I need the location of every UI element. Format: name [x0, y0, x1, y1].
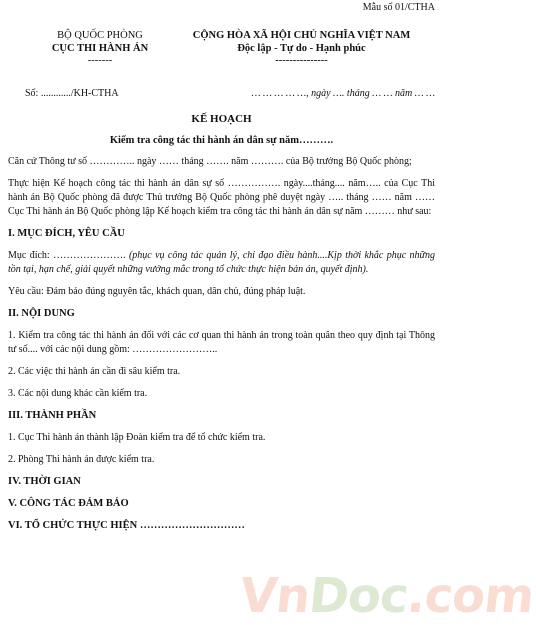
- agency-rule: -------: [87, 55, 113, 66]
- requirement-paragraph: Yêu cầu: Đảm bảo đúng nguyên tắc, khách quan, dân chủ, đúng pháp luật.: [8, 286, 306, 297]
- agency-name: CỤC THI HÀNH ÁN: [51, 42, 149, 54]
- members-item-1: 1. Cục Thi hành án thành lập Đoàn kiểm tra để tổ chức kiểm tra.: [8, 432, 266, 443]
- document-number: Số: ............/KH-CTHA: [25, 88, 119, 99]
- section-heading-organization: VI. TỔ CHỨC THỰC HIỆN …………………………: [8, 520, 245, 531]
- purpose-prefix: Mục đích: ………………….: [8, 250, 129, 261]
- content-item-2: 2. Các việc thi hành án cần đi sâu kiểm tra.: [8, 366, 181, 377]
- ministry-name: BỘ QUỐC PHÒNG: [57, 30, 143, 41]
- national-heading-block: [160, 30, 443, 68]
- motto-rule: ---------------: [275, 55, 328, 66]
- form-number: Mẫu số 01/CTHA: [362, 2, 435, 13]
- purpose-paragraph: [8, 249, 435, 277]
- members-item-2: 2. Phòng Thi hành án được kiểm tra.: [8, 454, 155, 465]
- section-heading-content: II. NỘI DUNG: [8, 308, 75, 319]
- section-heading-members: III. THÀNH PHẦN: [8, 410, 97, 421]
- motto: Độc lập - Tự do - Hạnh phúc: [237, 42, 366, 54]
- document-body: [8, 155, 435, 541]
- implementation-paragraph: Thực hiện Kế hoạch công tác thi hành án dân sự số ……………. ngày....tháng.... năm….. của Cục Thi hành án Bộ Quốc phòng đã được Thủ trưởng Bộ Quốc phòng phê duyệt ngày ….. tháng …… năm …… Cục Thi hành án Bộ Quốc phòng lập Kế hoạch kiểm tra công tác thi hành án dân sự năm ……… như sau:: [8, 178, 435, 217]
- watermark-part-3: .com: [404, 568, 536, 624]
- content-item-3: 3. Các nội dung khác cần kiểm tra.: [8, 388, 148, 399]
- document-title: KẾ HOẠCH: [191, 113, 252, 125]
- section-heading-time: IV. THỜI GIAN: [8, 476, 81, 487]
- content-item-1: 1. Kiểm tra công tác thi hành án đối với các cơ quan thi hành án trong toàn quân theo quy định tại Thông tư số.... với các nội dung gồm: ……………………..: [8, 330, 435, 355]
- purpose-text: (phục vụ công tác quản lý, chỉ đạo điều hành....Kịp thời khắc phục những tồn tại, hạn chế, giải quyết những vướng mắc trong tổ chức thực hiện bản án, quyết định).: [8, 250, 436, 275]
- watermark-part-2: Doc: [306, 568, 411, 624]
- legal-basis-paragraph: Căn cứ Thông tư số ………….. ngày …… tháng ……. năm ………. của Bộ trưởng Bộ Quốc phòng;: [8, 156, 412, 167]
- watermark-part-1: Vn: [237, 568, 313, 624]
- nation-name: CỘNG HÒA XÃ HỘI CHỦ NGHĨA VIỆT NAM: [192, 30, 411, 41]
- document-date: … … … … …, ngày …. tháng … … năm … …: [251, 88, 435, 99]
- document-subtitle: Kiểm tra công tác thi hành án dân sự năm……….: [109, 135, 334, 146]
- section-heading-purpose: I. MỤC ĐÍCH, YÊU CẦU: [8, 228, 125, 239]
- section-heading-logistics: V. CÔNG TÁC ĐẢM BẢO: [8, 498, 129, 509]
- site-watermark: [237, 568, 536, 624]
